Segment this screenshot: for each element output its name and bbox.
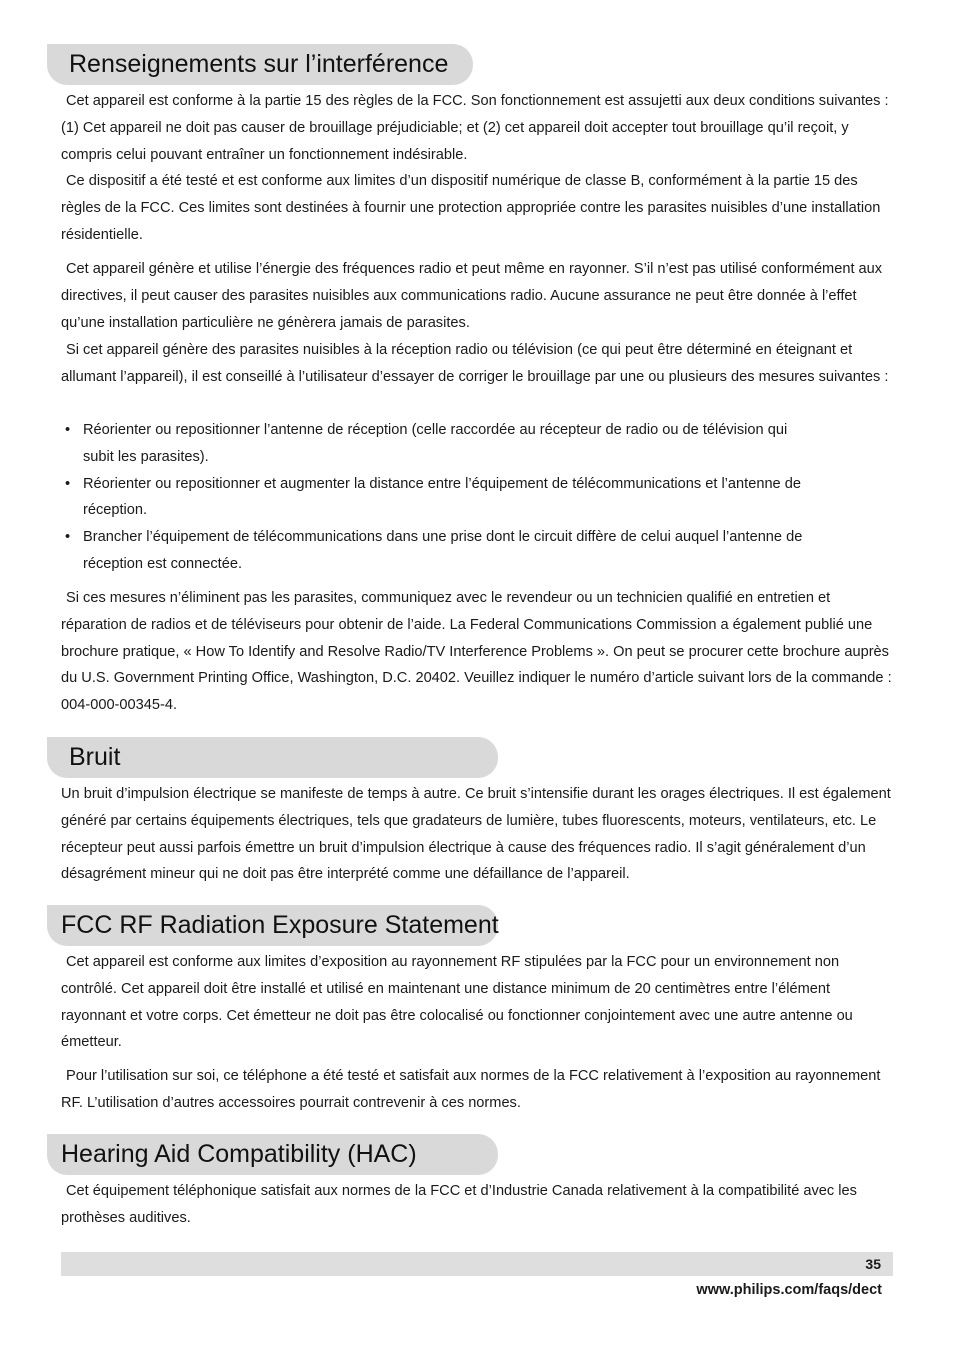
paragraph: Cet appareil est conforme aux limites d’exposition au rayonnement RF stipulées par la FCC pour un environnement non contrôlé. Cet appareil doit être installé et utilisé en maintenant une distance minimum de 20 centimètres entre l’élément rayonnant et votre corps. Cet émetteur ne doit pas être colocalisé ou fonctionner conjointement avec une autre antenne ou émetteur.: [61, 954, 853, 1051]
section-heading-noise: Bruit: [47, 737, 498, 778]
list-item-text: Réorienter ou repositionner et augmenter la distance entre l’équipement de télécommunications et l’antenne de réception.: [83, 475, 801, 519]
page-number: 35: [865, 1256, 881, 1272]
list-item: [61, 471, 821, 525]
list-item-text: Brancher l’équipement de télécommunications dans une prise dont le circuit diffère de celui auquel l’antenne de réception est connectée.: [83, 529, 803, 572]
footer-url: www.philips.com/faqs/dect: [696, 1282, 882, 1298]
paragraph: Si ces mesures n’éliminent pas les parasites, communiquez avec le revendeur ou un technicien qualifié en entretien et réparation de radios et de téléviseurs pour obtenir de l’aide. La Federal Communications Commission a également publié une brochure pratique, « How To Identify and Resolve Radio/TV Interference Problems ». On peut se procurer cette brochure auprès du U.S. Government Printing Office, Washington, D.C. 20402. Veuillez indiquer le numéro d’article suivant lors de la commande : 004-000-00345-4.: [61, 590, 892, 714]
section-heading-rf-exposure: FCC RF Radiation Exposure Statement: [47, 905, 498, 946]
section-heading-interference: Renseignements sur l’interférence: [47, 44, 473, 85]
paragraph: Si cet appareil génère des parasites nuisibles à la réception radio ou télévision (ce qui peut être déterminé en éteignant et allumant l’appareil), il est conseillé à l’utilisateur d’essayer de corriger le brouillage par une ou plusieurs des mesures suivantes :: [61, 342, 889, 385]
bullet-icon: •: [65, 529, 71, 546]
list-item: [61, 417, 821, 471]
footer-bar: [61, 1252, 893, 1276]
bullet-list: [61, 417, 821, 578]
paragraph: Cet appareil génère et utilise l’énergie des fréquences radio et peut même en rayonner. S’il n’est pas utilisé conformément aux directives, il peut causer des parasites nuisibles aux communications radio. Aucune assurance ne peut être donnée à l’effet qu’une installation particulière ne génèrera jamais de parasites.: [61, 261, 883, 331]
paragraph: Cet équipement téléphonique satisfait aux normes de la FCC et d’Industrie Canada relativement à la compatibilité avec les prothèses auditives.: [61, 1183, 857, 1226]
list-item-text: Réorienter ou repositionner l’antenne de réception (celle raccordée au récepteur de radio ou de télévision qui subit les parasites).: [83, 422, 788, 465]
section-heading-hac: Hearing Aid Compatibility (HAC): [47, 1134, 498, 1175]
paragraph: Ce dispositif a été testé et est conforme aux limites d’un dispositif numérique de classe B, conformément à la partie 15 des règles de la FCC. Ces limites sont destinées à fournir une protection appropriée contre les parasites nuisibles d’une installation résidentielle.: [61, 173, 881, 243]
bullet-icon: •: [65, 475, 71, 492]
bullet-icon: •: [65, 422, 71, 438]
paragraph: Cet appareil est conforme à la partie 15 des règles de la FCC. Son fonctionnement est assujetti aux deux conditions suivantes : (1) Cet appareil ne doit pas causer de brouillage préjudiciable; et (2) cet appareil doit accepter tout brouillage qu’il reçoit, y compris celui pouvant entraîner un fonctionnement indésirable.: [61, 93, 889, 163]
paragraph: Un bruit d’impulsion électrique se manifeste de temps à autre. Ce bruit s’intensifie durant les orages électriques. Il est également généré par certains équipements électriques, tels que gradateurs de lumière, tubes fluorescents, moteurs, ventilateurs, etc. Le récepteur peut aussi parfois émettre un bruit d’impulsion électrique à cause des fréquences radio. Il s’agit généralement d’un désagrément mineur qui ne doit pas être interprété comme une défaillance de l’appareil.: [61, 786, 891, 883]
paragraph: Pour l’utilisation sur soi, ce téléphone a été testé et satisfait aux normes de la FCC relativement à l’exposition au rayonnement RF. L’utilisation d’autres accessoires pourrait contrevenir à ces normes.: [61, 1068, 881, 1111]
list-item: [61, 524, 821, 578]
